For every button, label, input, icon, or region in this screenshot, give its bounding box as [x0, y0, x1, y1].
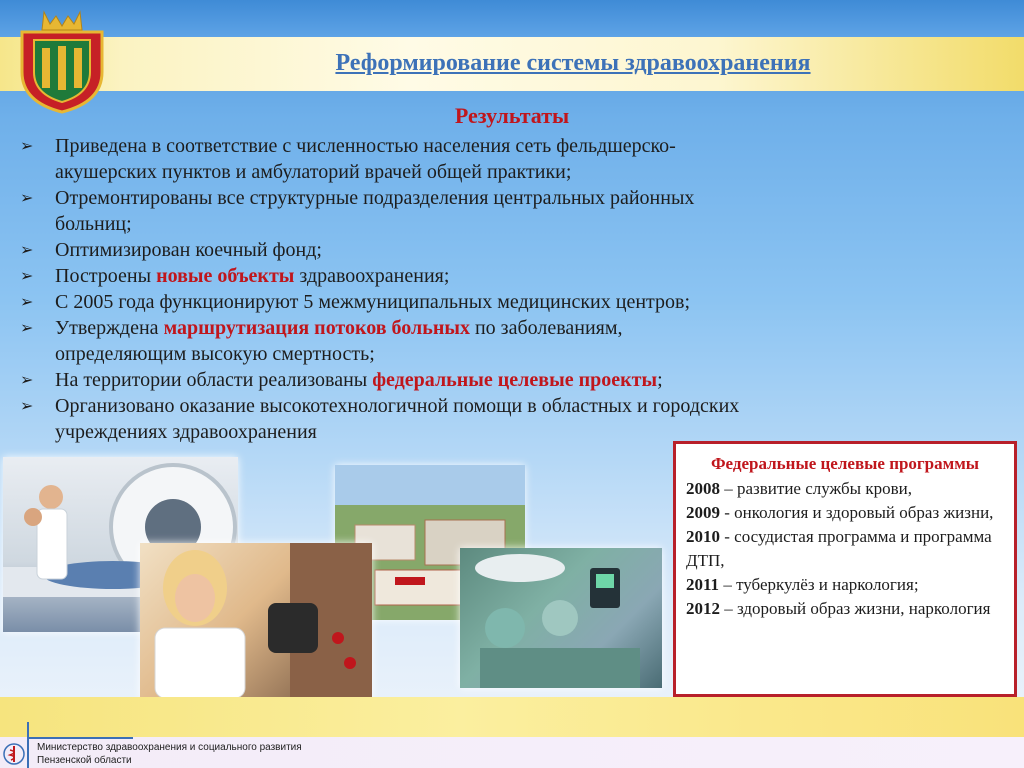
photo-doctor-blood-pressure: [140, 543, 372, 698]
federal-programs-title: Федеральные целевые программы: [710, 454, 980, 473]
footer-ministry-name: Министерство здравоохранения и социального развития Пензенской области: [37, 742, 302, 766]
medical-emblem-icon: [2, 742, 26, 766]
results-subtitle: Результаты: [454, 103, 570, 128]
footer-divider: [27, 722, 29, 768]
highlight-text: маршрутизация потоков больных: [163, 317, 470, 339]
arrow-bullet-icon: ➢: [20, 240, 34, 259]
list-item: ➢ На территории области реализованы федеральные целевые проекты;: [20, 369, 663, 391]
list-item: ➢ Построены новые объекты здравоохранения;: [20, 265, 450, 287]
results-list: [20, 133, 900, 445]
program-year: 2008: [686, 479, 720, 498]
bottom-band: [0, 697, 1024, 737]
arrow-bullet-icon: ➢: [20, 370, 34, 389]
photo-operating-room: [460, 548, 662, 688]
highlight-text: федеральные целевые проекты: [372, 369, 658, 391]
footer-divider: [27, 737, 133, 739]
arrow-bullet-icon: ➢: [20, 292, 34, 311]
arrow-bullet-icon: ➢: [20, 188, 34, 207]
program-year: 2010: [686, 527, 720, 546]
program-item: 2012 – здоровый образ жизни, наркология: [686, 599, 991, 618]
federal-programs-box: [673, 441, 1017, 697]
list-item: ➢ Утверждена маршрутизация потоков больных по заболеваниям, определяющим высокую смертность;: [20, 317, 623, 365]
program-year: 2009: [686, 503, 720, 522]
arrow-bullet-icon: ➢: [20, 396, 34, 415]
program-item: 2009 - онкология и здоровый образ жизни,: [686, 503, 994, 522]
highlight-text: новые объекты: [156, 265, 295, 287]
program-year: 2011: [686, 575, 720, 594]
list-item: ➢ Приведена в соответствие с численностью населения сеть фельдшерско- акушерских пунктов и амбулаторий врачей общей практики;: [20, 135, 676, 183]
list-item: ➢ Организовано оказание высокотехнологичной помощи в областных и городских учреждениях здравоохранения: [20, 395, 740, 443]
list-item: ➢ Оптимизирован коечный фонд;: [20, 239, 322, 261]
program-year: 2012: [686, 599, 720, 618]
slide-title: Реформирование системы здравоохранения: [335, 50, 811, 76]
program-item: 2010 - сосудистая программа и программа ДТП,: [686, 527, 992, 570]
list-item: ➢ Отремонтированы все структурные подразделения центральных районных больниц;: [20, 187, 695, 235]
arrow-bullet-icon: ➢: [20, 318, 34, 337]
list-item: ➢ С 2005 года функционируют 5 межмуниципальных медицинских центров;: [20, 291, 691, 313]
arrow-bullet-icon: ➢: [20, 136, 34, 155]
arrow-bullet-icon: ➢: [20, 266, 34, 285]
program-item: 2011 – туберкулёз и наркология;: [686, 575, 919, 594]
program-item: 2008 – развитие службы крови,: [686, 479, 912, 498]
top-bar: [0, 0, 1024, 37]
